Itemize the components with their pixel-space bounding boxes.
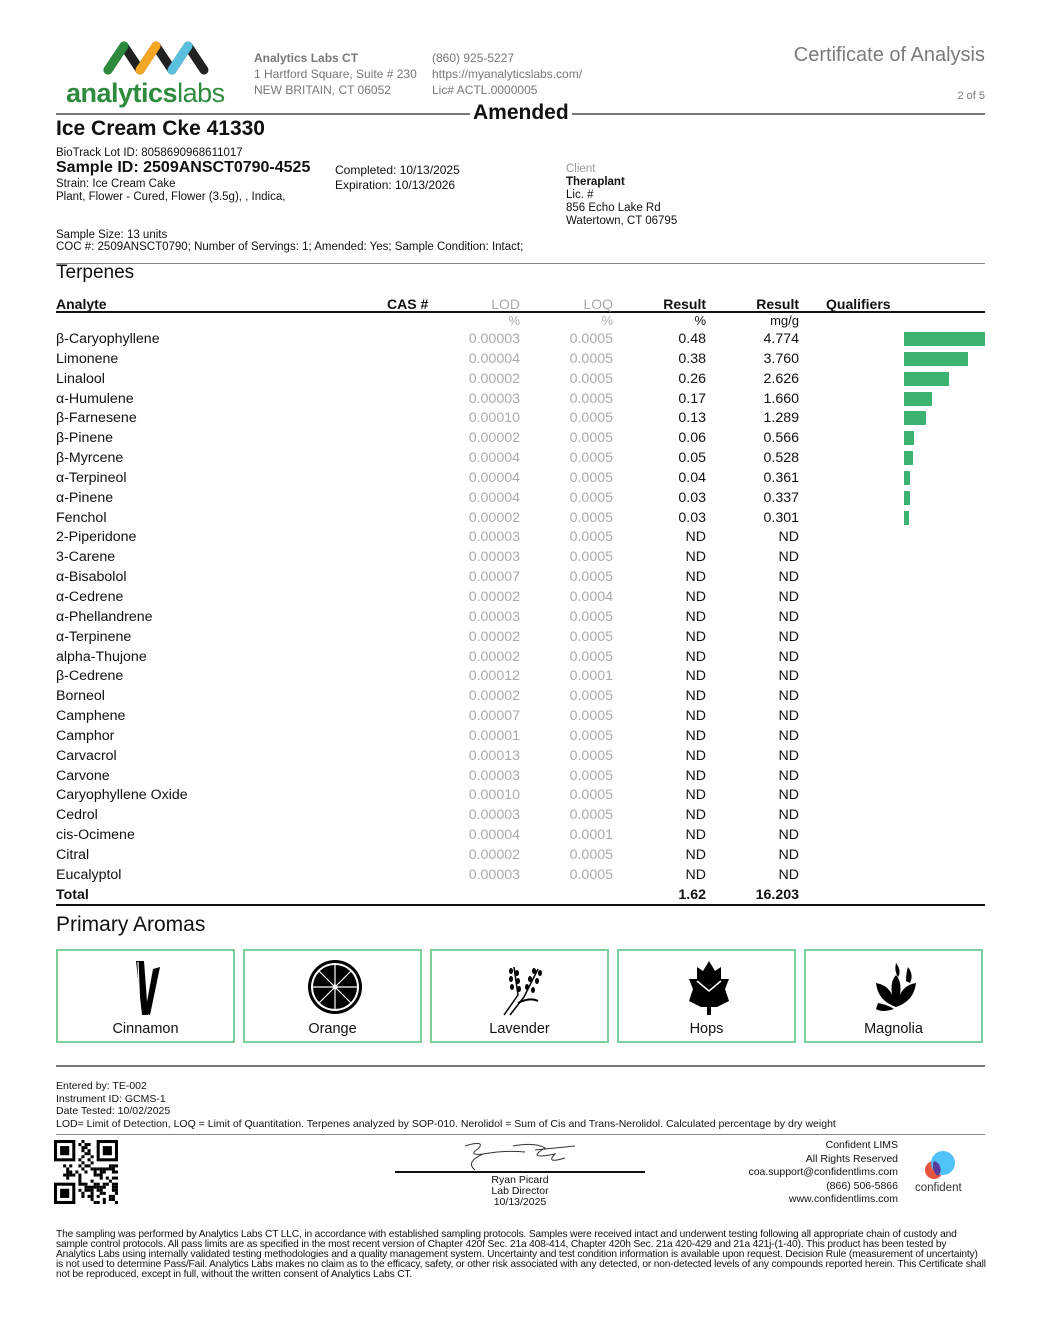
lod-cell: 0.00002: [468, 846, 520, 863]
loq-cell: 0.0005: [569, 370, 613, 387]
table-row: [56, 787, 985, 807]
result-pct-cell: ND: [685, 688, 706, 705]
result-pct-cell: ND: [685, 529, 706, 546]
table-row: [56, 807, 985, 827]
result-mg-cell: 2.626: [763, 370, 799, 387]
document-title: Certificate of Analysis: [793, 44, 985, 66]
result-mg-cell: ND: [778, 747, 799, 764]
result-bar: [904, 372, 949, 386]
result-mg-cell: 3.760: [763, 350, 799, 367]
analyte-cell: Cedrol: [56, 807, 98, 824]
result-mg-cell: 0.528: [763, 450, 799, 467]
client-address-line1: 856 Echo Lake Rd: [566, 202, 661, 214]
table-body: [56, 331, 985, 887]
table-row: [56, 748, 985, 768]
analyte-cell: α-Phellandrene: [56, 608, 153, 625]
loq-cell: 0.0005: [569, 549, 613, 566]
logo-wordmark: analyticslabs: [66, 78, 225, 108]
analyte-cell: Camphor: [56, 727, 115, 744]
lims-email[interactable]: coa.support@confidentlims.com: [748, 1166, 898, 1178]
terpenes-section-title: Terpenes: [56, 262, 135, 283]
table-row: [56, 331, 985, 351]
loq-cell: 0.0005: [569, 410, 613, 427]
result-pct-cell: 0.05: [678, 450, 706, 467]
table-row: [56, 708, 985, 728]
aroma-label: Hops: [689, 1021, 724, 1037]
result-mg-cell: ND: [778, 827, 799, 844]
test-metadata: [56, 1080, 836, 1130]
disclaimer: The sampling was performed by Analytics Labs CT LLC, in accordance with established sampling protocols. Samples were received intact and underwent testing following all appropriate chain of custody and sample control protocols. All pass limits are as specified in the most recent version of Chapter 420f Sec. 21a 408-414, Chapter 420h Sec. 21a 420-429 and 21a 421j-(1-40). This product has been tested by Analytics Labs using internally validated testing methodologies and a quality management system. Uncertainty and test condition information is available upon request. Decision Rule (measurement of uncertainty) is not used to determine Pass/Fail. Analytics Labs makes no claim as to the efficacy, safety, or other risk associated with any detected, or non-detected levels of any compounds reported herein. This Certificate shall not be reproduced, except in full, without the written consent of Analytics Labs CT.: [56, 1229, 986, 1280]
result-mg-cell: 0.337: [763, 489, 799, 506]
signer-name: Ryan Picard: [491, 1174, 549, 1186]
loq-cell: 0.0005: [569, 450, 613, 467]
result-pct-cell: ND: [685, 767, 706, 784]
lod-cell: 0.00003: [468, 767, 520, 784]
sample-dates: [335, 163, 460, 193]
loq-cell: 0.0005: [569, 529, 613, 546]
aromas-row: [56, 949, 985, 1043]
table-row: [56, 569, 985, 589]
confident-logo-text: confident: [915, 1182, 962, 1194]
lims-website[interactable]: www.confidentlims.com: [788, 1193, 898, 1205]
result-bar: [904, 491, 910, 505]
table-row: [56, 668, 985, 688]
lod-cell: 0.00003: [468, 549, 520, 566]
lod-cell: 0.00001: [468, 727, 520, 744]
result-pct-cell: ND: [685, 866, 706, 883]
method-notes: LOD= Limit of Detection, LOQ = Limit of Quantitation. Terpenes analyzed by SOP-010. Nerolidol = Sum of Cis and Trans-Nerolidol. Calculated percentage by dry weight: [56, 1117, 836, 1130]
result-pct-cell: ND: [685, 846, 706, 863]
result-bar: [904, 471, 910, 485]
table-header-row: [56, 296, 985, 313]
aroma-label: Orange: [308, 1021, 357, 1037]
result-pct-cell: ND: [685, 628, 706, 645]
loq-cell: 0.0005: [569, 569, 613, 586]
loq-cell: 0.0001: [569, 668, 613, 685]
lod-cell: 0.00004: [468, 489, 520, 506]
table-row: [56, 351, 985, 371]
aroma-label: Cinnamon: [112, 1021, 179, 1037]
table-row: [56, 768, 985, 788]
client-license: Lic. #: [566, 189, 594, 201]
lod-cell: 0.00003: [468, 331, 520, 347]
loq-cell: 0.0005: [569, 469, 613, 486]
loq-cell: 0.0005: [569, 846, 613, 863]
loq-cell: 0.0005: [569, 767, 613, 784]
analyte-cell: α-Bisabolol: [56, 569, 127, 586]
result-pct-cell: ND: [685, 648, 706, 665]
loq-cell: 0.0004: [569, 588, 613, 605]
aroma-card-magnolia: [804, 949, 983, 1043]
logo-mark-icon: [102, 38, 232, 78]
table-row: [56, 688, 985, 708]
loq-cell: 0.0005: [569, 509, 613, 526]
analyte-cell: cis-Ocimene: [56, 827, 135, 844]
lot-id: BioTrack Lot ID: 8058690968611017: [56, 147, 243, 159]
qr-code-icon: [54, 1140, 118, 1204]
client-block: [566, 163, 677, 228]
result-mg-cell: ND: [778, 569, 799, 586]
table-row: [56, 728, 985, 748]
table-row: [56, 629, 985, 649]
result-mg-cell: ND: [778, 807, 799, 824]
result-mg-cell: 0.301: [763, 509, 799, 526]
loq-cell: 0.0005: [569, 727, 613, 744]
lab-name: Analytics Labs CT: [254, 51, 359, 65]
table-row: [56, 847, 985, 867]
header-cas: CAS #: [387, 296, 429, 312]
lod-cell: 0.00003: [468, 866, 520, 883]
unit-result-pct: %: [694, 313, 706, 328]
lims-phone: (866) 506-5866: [826, 1179, 898, 1192]
table-row: [56, 529, 985, 549]
result-pct-cell: 0.17: [678, 390, 706, 407]
section-divider: [56, 263, 985, 264]
result-mg-cell: ND: [778, 608, 799, 625]
terpenes-table: [56, 296, 985, 906]
analyte-cell: alpha-Thujone: [56, 648, 147, 665]
lod-cell: 0.00010: [468, 410, 520, 427]
result-mg-cell: 1.289: [763, 410, 799, 427]
lod-cell: 0.00002: [468, 648, 520, 665]
analyte-cell: β-Caryophyllene: [56, 331, 160, 347]
analyte-cell: α-Cedrene: [56, 588, 124, 605]
lod-cell: 0.00012: [468, 668, 520, 685]
analyte-cell: Caryophyllene Oxide: [56, 787, 188, 804]
total-label: Total: [56, 886, 89, 903]
loq-cell: 0.0005: [569, 648, 613, 665]
table-row: [56, 470, 985, 490]
result-bar: [904, 411, 926, 425]
result-pct-cell: 0.48: [678, 331, 706, 347]
lavender-icon: [494, 957, 550, 1019]
analyte-cell: α-Pinene: [56, 489, 114, 506]
expiration-date: Expiration: 10/13/2026: [335, 178, 456, 192]
header-lod: LOD: [491, 296, 520, 312]
header-result-mg: Result: [756, 296, 799, 312]
result-mg-cell: 4.774: [763, 331, 799, 347]
result-bar: [904, 352, 968, 366]
client-address-line2: Watertown, CT 06795: [566, 215, 678, 227]
lod-cell: 0.00004: [468, 450, 520, 467]
lod-cell: 0.00007: [468, 708, 520, 725]
unit-lod: %: [508, 313, 520, 328]
analyte-cell: α-Humulene: [56, 390, 134, 407]
aroma-label: Lavender: [489, 1021, 550, 1037]
analyte-cell: 3-Carene: [56, 549, 116, 566]
result-bar: [904, 451, 913, 465]
signer-title: Lab Director: [491, 1185, 549, 1197]
result-mg-cell: ND: [778, 628, 799, 645]
date-tested: Date Tested: 10/02/2025: [56, 1105, 171, 1117]
lims-info: [748, 1139, 898, 1207]
loq-cell: 0.0005: [569, 866, 613, 883]
result-mg-cell: ND: [778, 846, 799, 863]
lod-cell: 0.00004: [468, 350, 520, 367]
result-mg-cell: ND: [778, 549, 799, 566]
result-pct-cell: 0.26: [678, 370, 706, 387]
analyte-cell: α-Terpinene: [56, 628, 132, 645]
lod-cell: 0.00010: [468, 787, 520, 804]
header-qualifiers: Qualifiers: [826, 296, 891, 312]
result-pct-cell: ND: [685, 708, 706, 725]
table-row: [56, 549, 985, 569]
table-units-row: [56, 313, 985, 331]
total-pct: 1.62: [678, 886, 706, 903]
table-row: [56, 867, 985, 887]
signer-info: [395, 1175, 645, 1208]
lod-cell: 0.00002: [468, 588, 520, 605]
table-row: [56, 490, 985, 510]
instrument-id: Instrument ID: GCMS-1: [56, 1092, 166, 1105]
analyte-cell: 2-Piperidone: [56, 529, 137, 546]
confident-logo: [912, 1150, 972, 1200]
lod-cell: 0.00002: [468, 509, 520, 526]
table-row: [56, 410, 985, 430]
lod-cell: 0.00002: [468, 688, 520, 705]
header-loq: LOQ: [583, 296, 613, 312]
lod-cell: 0.00003: [468, 529, 520, 546]
result-mg-cell: ND: [778, 668, 799, 685]
loq-cell: 0.0005: [569, 350, 613, 367]
result-pct-cell: ND: [685, 827, 706, 844]
lab-license: Lic# ACTL.0000005: [432, 83, 538, 97]
analyte-cell: β-Myrcene: [56, 450, 124, 467]
analyte-cell: α-Terpineol: [56, 469, 127, 486]
signature-line: [395, 1171, 645, 1173]
lab-address-line1: 1 Hartford Square, Suite # 230: [254, 67, 417, 81]
analyte-cell: Limonene: [56, 350, 119, 367]
table-total-row: [56, 887, 985, 906]
result-pct-cell: ND: [685, 787, 706, 804]
analyte-cell: Linalool: [56, 370, 105, 387]
sample-details: [56, 178, 285, 204]
magnolia-icon: [868, 957, 924, 1019]
analyte-cell: β-Farnesene: [56, 410, 137, 427]
lims-rights: All Rights Reserved: [805, 1152, 898, 1165]
signature-block: [395, 1140, 645, 1208]
result-pct-cell: ND: [685, 588, 706, 605]
analyte-cell: β-Pinene: [56, 430, 114, 447]
strain: Strain: Ice Cream Cake: [56, 178, 176, 190]
loq-cell: 0.0005: [569, 807, 613, 824]
orange-icon: [307, 957, 363, 1019]
signed-date: 10/13/2025: [493, 1196, 547, 1208]
client-name: Theraplant: [566, 176, 625, 188]
result-pct-cell: ND: [685, 747, 706, 764]
completed-date: Completed: 10/13/2025: [335, 163, 460, 177]
loq-cell: 0.0005: [569, 747, 613, 764]
result-mg-cell: ND: [778, 727, 799, 744]
loq-cell: 0.0005: [569, 331, 613, 347]
result-bar: [904, 511, 909, 525]
aroma-card-hops: [617, 949, 796, 1043]
table-row: [56, 827, 985, 847]
page-number: 2 of 5: [957, 90, 985, 102]
sample-size: Sample Size: 13 units: [56, 229, 168, 241]
result-mg-cell: ND: [778, 688, 799, 705]
result-pct-cell: ND: [685, 608, 706, 625]
lab-address-line2: NEW BRITAIN, CT 06052: [254, 83, 391, 97]
cinnamon-icon: [120, 957, 176, 1019]
result-pct-cell: 0.04: [678, 469, 706, 486]
analyte-cell: Borneol: [56, 688, 105, 705]
amended-status: Amended: [470, 101, 572, 125]
product-name: Ice Cream Cke 41330: [56, 117, 265, 140]
loq-cell: 0.0005: [569, 430, 613, 447]
result-mg-cell: ND: [778, 708, 799, 725]
result-mg-cell: 1.660: [763, 390, 799, 407]
result-pct-cell: ND: [685, 668, 706, 685]
header-analyte: Analyte: [56, 296, 107, 312]
loq-cell: 0.0005: [569, 708, 613, 725]
table-row: [56, 450, 985, 470]
footer-divider-2: [56, 1134, 985, 1135]
lab-address-block: [254, 50, 417, 98]
result-pct-cell: 0.38: [678, 350, 706, 367]
unit-loq: %: [601, 313, 613, 328]
aroma-label: Magnolia: [864, 1021, 923, 1037]
confident-logo-icon: [912, 1150, 972, 1182]
aroma-card-lavender: [430, 949, 609, 1043]
result-mg-cell: 0.361: [763, 469, 799, 486]
analyte-cell: β-Cedrene: [56, 668, 124, 685]
result-mg-cell: ND: [778, 767, 799, 784]
unit-result-mg: mg/g: [770, 313, 799, 328]
analyte-cell: Carvacrol: [56, 747, 117, 764]
result-pct-cell: 0.06: [678, 430, 706, 447]
result-mg-cell: ND: [778, 529, 799, 546]
sample-meta: [56, 229, 523, 253]
aroma-card-cinnamon: [56, 949, 235, 1043]
header-result-pct: Result: [663, 296, 706, 312]
sample-type: Plant, Flower - Cured, Flower (3.5g), , Indica,: [56, 191, 286, 203]
qr-code[interactable]: [54, 1140, 118, 1204]
lod-cell: 0.00003: [468, 807, 520, 824]
table-row: [56, 609, 985, 629]
table-row: [56, 391, 985, 411]
loq-cell: 0.0005: [569, 787, 613, 804]
result-bar: [904, 431, 914, 445]
analyte-cell: Carvone: [56, 767, 110, 784]
result-pct-cell: ND: [685, 807, 706, 824]
table-row: [56, 430, 985, 450]
result-pct-cell: ND: [685, 727, 706, 744]
lod-cell: 0.00002: [468, 430, 520, 447]
lod-cell: 0.00013: [468, 747, 520, 764]
table-row: [56, 371, 985, 391]
hops-icon: [681, 957, 737, 1019]
result-pct-cell: 0.03: [678, 509, 706, 526]
aroma-card-orange: [243, 949, 422, 1043]
client-label: Client: [566, 163, 596, 175]
signature-icon: [395, 1140, 645, 1172]
result-mg-cell: ND: [778, 866, 799, 883]
result-pct-cell: 0.13: [678, 410, 706, 427]
lod-cell: 0.00003: [468, 608, 520, 625]
lab-phone: (860) 925-5227: [432, 51, 515, 65]
sample-id: Sample ID: 2509ANSCT0790-4525: [56, 159, 311, 176]
analyte-cell: Citral: [56, 846, 90, 863]
result-pct-cell: ND: [685, 569, 706, 586]
lod-cell: 0.00003: [468, 390, 520, 407]
result-pct-cell: ND: [685, 549, 706, 566]
lod-cell: 0.00002: [468, 628, 520, 645]
footer-divider: [56, 1065, 985, 1067]
lod-cell: 0.00002: [468, 370, 520, 387]
table-row: [56, 649, 985, 669]
lab-contact-block: [432, 50, 582, 98]
table-row: [56, 510, 985, 530]
primary-aromas-title: Primary Aromas: [56, 913, 206, 936]
analyte-cell: Fenchol: [56, 509, 107, 526]
loq-cell: 0.0005: [569, 390, 613, 407]
analyte-cell: Camphene: [56, 708, 126, 725]
result-pct-cell: 0.03: [678, 489, 706, 506]
entered-by: Entered by: TE-002: [56, 1080, 147, 1092]
table-row: [56, 589, 985, 609]
result-mg-cell: ND: [778, 787, 799, 804]
lims-name: Confident LIMS: [825, 1139, 898, 1151]
coc-info: COC #: 2509ANSCT0790; Number of Servings: 1; Amended: Yes; Sample Condition: Intact;: [56, 241, 524, 253]
result-mg-cell: 0.566: [763, 430, 799, 447]
result-bar: [904, 332, 985, 346]
result-mg-cell: ND: [778, 648, 799, 665]
total-mg: 16.203: [755, 886, 799, 903]
analytics-labs-logo: [62, 38, 242, 113]
loq-cell: 0.0005: [569, 628, 613, 645]
result-mg-cell: ND: [778, 588, 799, 605]
lod-cell: 0.00004: [468, 469, 520, 486]
loq-cell: 0.0005: [569, 688, 613, 705]
analyte-cell: Eucalyptol: [56, 866, 122, 883]
lod-cell: 0.00007: [468, 569, 520, 586]
result-bar: [904, 392, 932, 406]
loq-cell: 0.0005: [569, 489, 613, 506]
loq-cell: 0.0005: [569, 608, 613, 625]
lod-cell: 0.00004: [468, 827, 520, 844]
lab-website-link[interactable]: https://myanalyticslabs.com/: [432, 67, 583, 81]
loq-cell: 0.0001: [569, 827, 613, 844]
